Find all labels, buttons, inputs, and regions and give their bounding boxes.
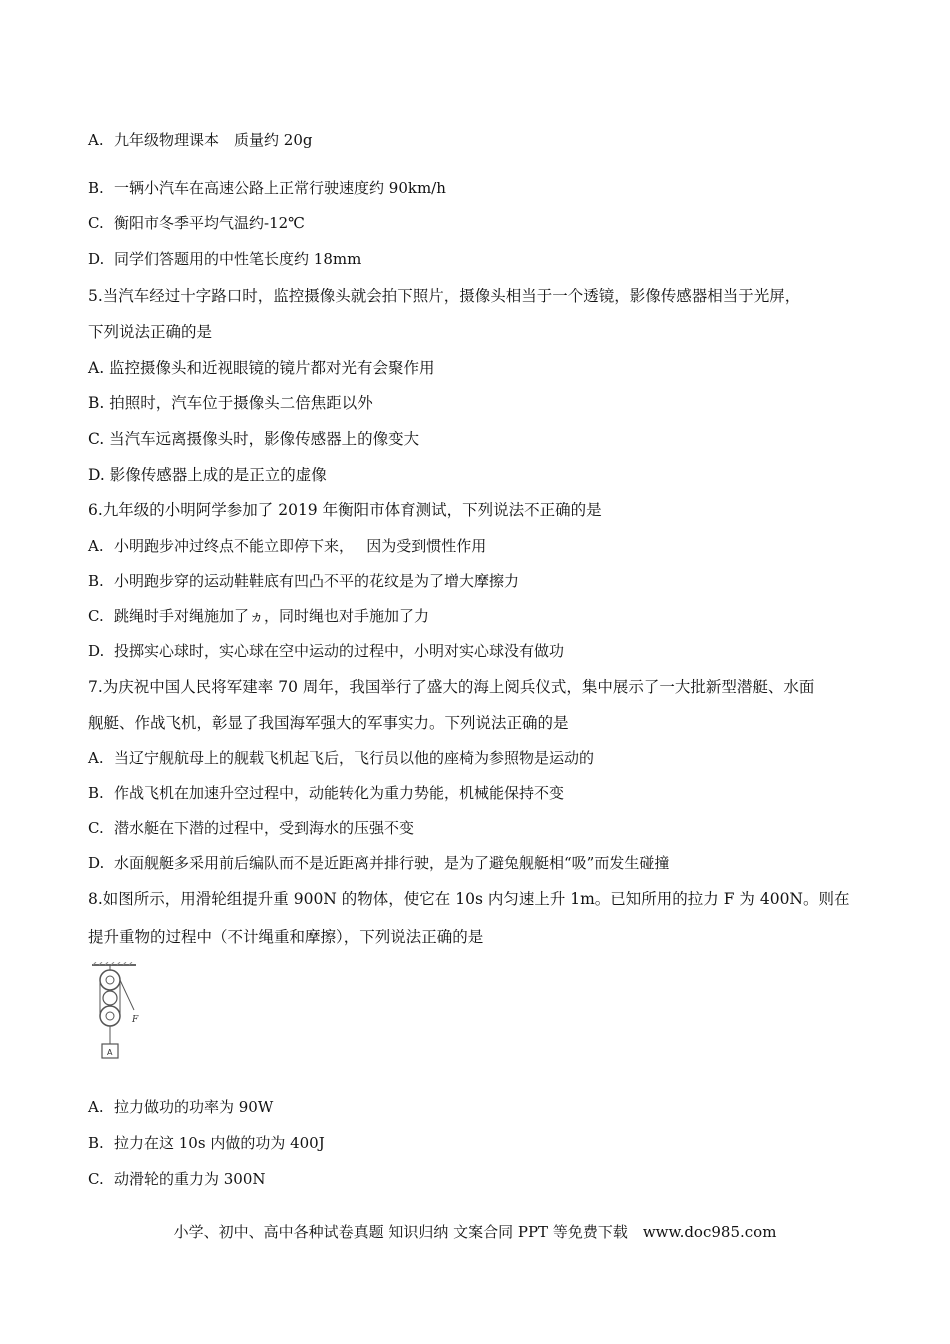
q5-option-d: D. 影像传感器上成的是正立的虚像 [88, 466, 327, 484]
q7-option-a: A. 当辽宁舰航母上的舰载飞机起飞后，飞行员以他的座椅为参照物是运动的 [88, 749, 595, 767]
q7-option-d: D. 水面舰艇多采用前后编队而不是近距离并排行驶，是为了避兔舰艇相“吸”而发生碰撞 [88, 854, 670, 872]
q8-option-b: B. 拉力在这 10s 内做的功为 400J [88, 1134, 325, 1152]
question-7-stem-cont: 舰艇、作战飞机，彰显了我国海军强大的军事实力。下列说法正确的是 [88, 714, 569, 732]
q5-option-a: A. 监控摄像头和近视眼镜的镜片都对光有会聚作用 [88, 359, 435, 377]
force-label: F [132, 1015, 139, 1025]
q6-option-d: D. 投掷实心球时，实心球在空中运动的过程中，小明对实心球没有做功 [88, 642, 565, 660]
page-footer: 小学、初中、高中各种试卷真题 知识归纳 文案合同 PPT 等免费下载 www.doc985.com [173, 1223, 777, 1241]
question-8-stem: 8.如图所示，用滑轮组提升重 900N 的物体，使它在 10s 内匀速上升 1m。已知所用的拉力 F 为 400N。则在 [88, 890, 850, 908]
q8-option-a: A. 拉力做功的功率为 90W [88, 1098, 274, 1116]
question-6-stem: 6.九年级的小明阿学参加了 2019 年衡阳市体育测试，下列说法不正确的是 [88, 501, 602, 519]
question-5-stem: 5.当汽车经过十字路口时，监控摄像头就会拍下照片，摄像头相当于一个透镜，影像传感器相当于光屏， [88, 287, 801, 305]
block-label: A [107, 1048, 113, 1057]
option-c: C. 衡阳市冬季平均气温约-12℃ [88, 214, 305, 232]
option-a: A. 九年级物理课本 质量约 20g [88, 131, 313, 149]
q5-option-b: B. 拍照时，汽车位于摄像头二倍焦距以外 [88, 394, 373, 412]
q6-option-b: B. 小明跑步穿的运动鞋鞋底有凹凸不平的花纹是为了增大摩擦力 [88, 572, 520, 590]
q6-option-c: C. 跳绳时手对绳施加了ヵ，同时绳也对手施加了力 [88, 607, 430, 625]
q7-option-b: B. 作战飞机在加速升空过程中，动能转化为重力势能，机械能保持不变 [88, 784, 565, 802]
question-5-stem-cont: 下列说法正确的是 [88, 323, 213, 341]
question-8-stem-cont: 提升重物的过程中（不计绳重和摩擦），下列说法正确的是 [88, 928, 484, 946]
q8-option-c: C. 动滑轮的重力为 300N [88, 1170, 266, 1188]
option-b: B. 一辆小汽车在高速公路上正常行驶速度约 90km/h [88, 179, 446, 197]
q5-option-c: C. 当汽车远离摄像头时，影像传感器上的像变大 [88, 430, 420, 448]
q7-option-c: C. 潜水艇在下潜的过程中，受到海水的压强不变 [88, 819, 415, 837]
q6-option-a: A. 小明跑步冲过终点不能立即停下来， 因为受到惯性作用 [88, 537, 487, 555]
question-7-stem: 7.为庆祝中国人民将军建率 70 周年，我国举行了盛大的海上阅兵仪式，集中展示了一大批新型潜艇、水面 [88, 678, 815, 696]
pulley-diagram [90, 962, 150, 1066]
option-d: D. 同学们答题用的中性笔长度约 18mm [88, 250, 362, 268]
